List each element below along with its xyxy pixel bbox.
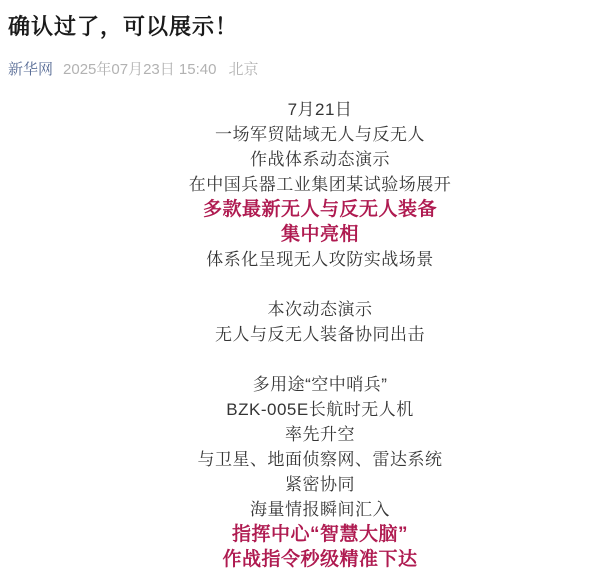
article-line: 体系化呈现无人攻防实战场景 xyxy=(206,250,434,269)
article-line: 率先升空 xyxy=(285,425,355,444)
article-body xyxy=(40,97,600,572)
byline xyxy=(8,58,258,79)
article-line-emphasis: 集中亮相 xyxy=(280,224,359,245)
article-line: 无人与反无人装备协同出击 xyxy=(215,325,425,344)
article-line: 作战体系动态演示 xyxy=(250,150,390,169)
article-line: 与卫星、地面侦察网、雷达系统 xyxy=(197,450,443,469)
article-line: 一场军贸陆域无人与反无人 xyxy=(215,125,425,144)
article-line-emphasis: 指挥中心“智慧大脑” xyxy=(231,524,408,545)
article-line: 7月21日 xyxy=(287,100,353,119)
publish-date: 2025年07月23日 15:40 xyxy=(63,61,217,78)
article-line-emphasis: 作战指令秒级精准下达 xyxy=(222,549,418,570)
article-line: 紧密协同 xyxy=(285,475,355,494)
article-title: 确认过了，可以展示！ xyxy=(8,14,239,39)
line-spacer xyxy=(40,347,600,372)
publish-location: 北京 xyxy=(228,61,259,78)
source-link[interactable]: 新华网 xyxy=(8,61,54,78)
article-line: 海量情报瞬间汇入 xyxy=(250,500,390,519)
article-line: 本次动态演示 xyxy=(267,300,373,319)
article-line: 在中国兵器工业集团某试验场展开 xyxy=(188,175,452,194)
article-line: BZK-005E长航时无人机 xyxy=(226,400,414,419)
line-spacer xyxy=(40,272,600,297)
article-line-emphasis: 多款最新无人与反无人装备 xyxy=(202,199,437,220)
article-line: 多用途“空中哨兵” xyxy=(252,375,388,394)
